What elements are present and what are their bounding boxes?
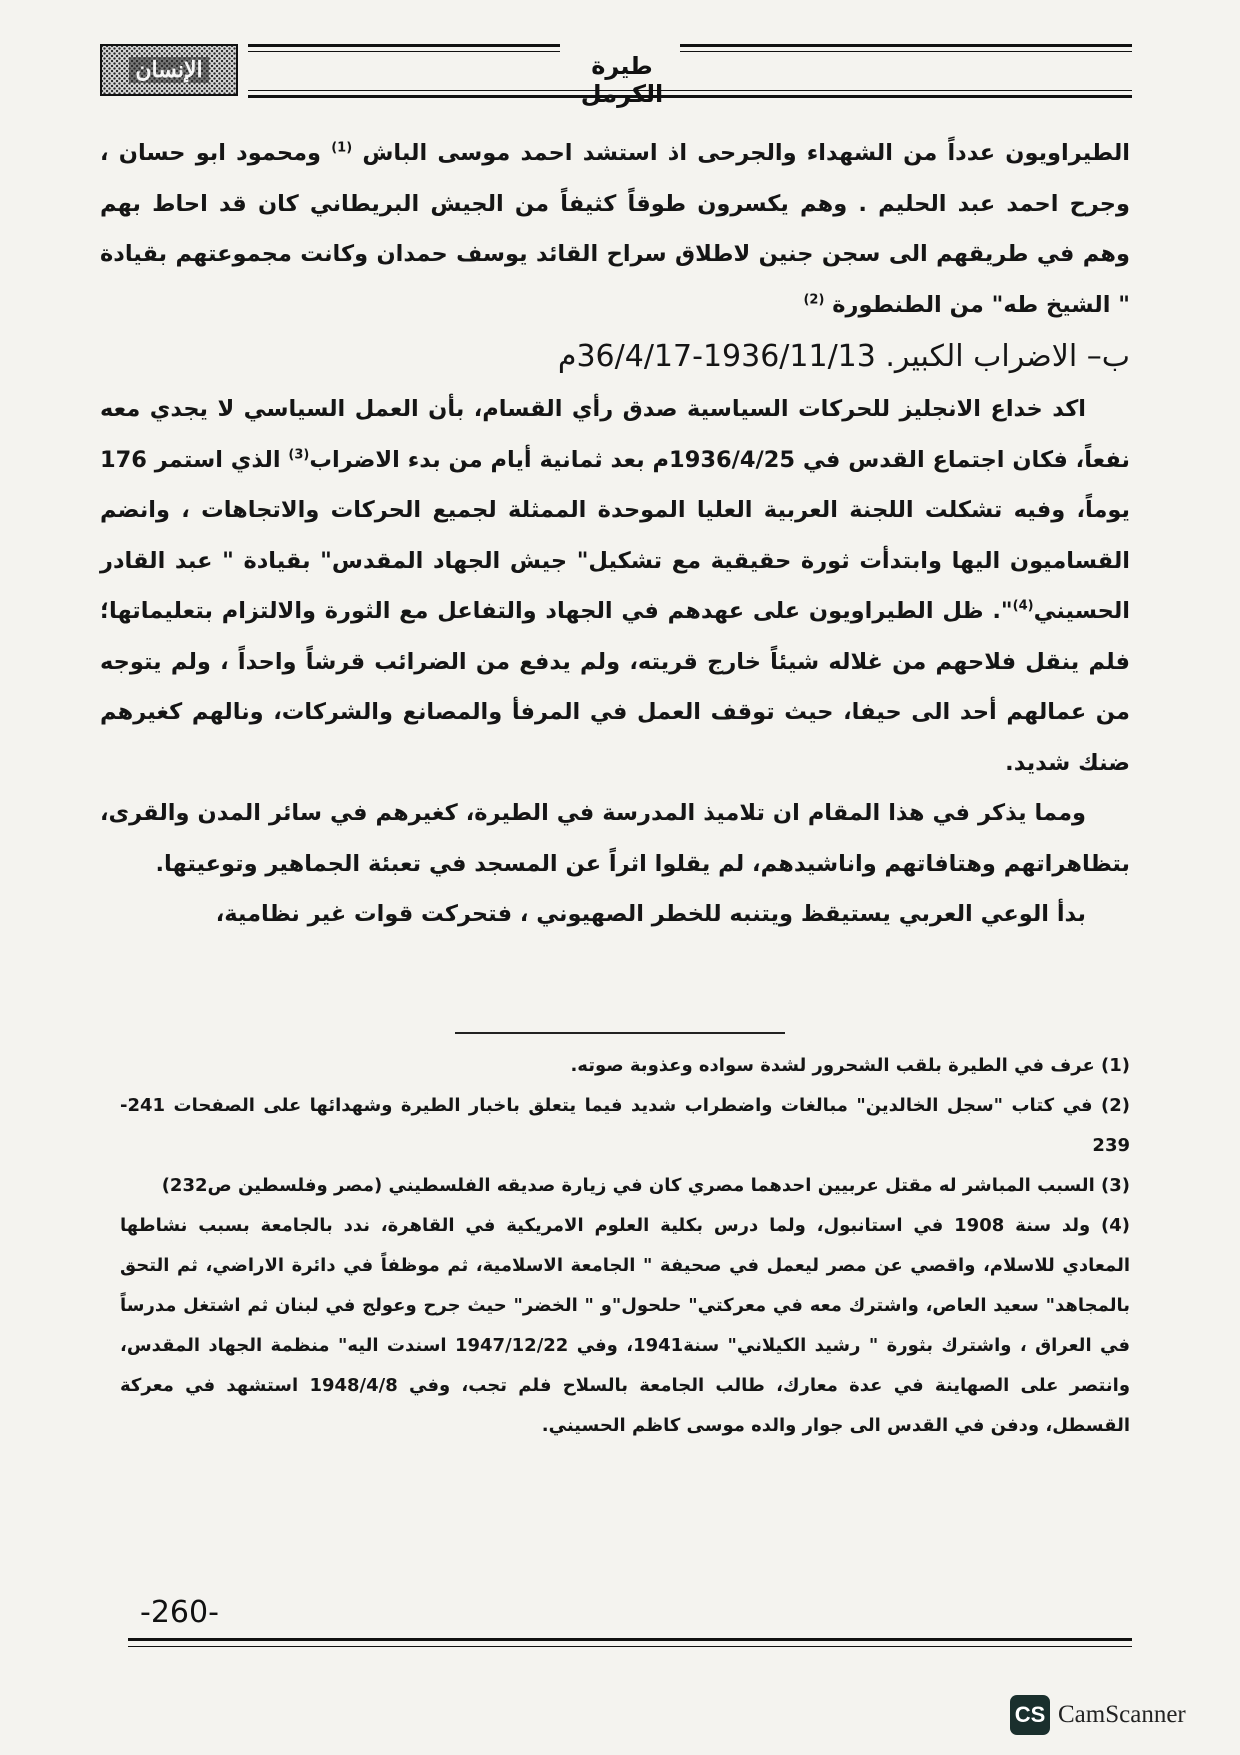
footnotes — [120, 1046, 1130, 1446]
footnote-ref-2: (2) — [803, 292, 825, 307]
running-title: طيرة الكرمل — [580, 52, 664, 108]
footer-rule — [128, 1638, 1132, 1647]
footnote-separator — [455, 1032, 785, 1034]
footnote-4: (4) ولد سنة 1908 في استانبول، ولما درس بكلية العلوم الامريكية في القاهرة، ندد بالجامعة بسبب نشاطها المعادي للاسلام، واقصي عن مصر ليعمل في صحيفة " الجامعة الاسلامية، ثم موظفاً في دائرة الاراضي، ثم التحق بالمجاهد" سعيد العاص، واشترك معه في معركتي" حلحول"و " الخضر" حيث جرح وعولج في لبنان ثم اشتغل مدرساً في العراق ، واشترك بثورة " رشيد الكيلاني" سنة1941، وفي 1947/12/22 اسندت اليه" منظمة الجهاد المقدس، وانتصر على الصهاينة في عدة معارك، طالب الجامعة بالسلاح فلم تجب، وفي 1948/4/8 استشهد في معركة القسطل، ودفن في القدس الى جوار والده موسى كاظم الحسيني. — [120, 1215, 1131, 1436]
paragraph-2-part-b: الذي استمر 176 يوماً، وفيه تشكلت اللجنة العربية العليا الموحدة الممثلة لجميع الحركات والاتجاهات ، وانضم القساميون اليها وابتدأت ثورة حقيقية مع تشكيل" جيش الجهاد المقدس" بقيادة " عبد القادر الحسيني — [100, 446, 1130, 624]
paragraph-1-part-a: الطيراويون عدداً من الشهداء والجرحى اذ استشد احمد موسى الباش — [352, 140, 1130, 166]
footnote-3: (3) السبب المباشر له مقتل عربيين احدهما مصري كان في زيارة صديقه الفلسطيني (مصر وفلسطين ص232) — [161, 1175, 1130, 1196]
page-number: -260- — [140, 1595, 219, 1630]
footnote-ref-4: (4) — [1012, 598, 1034, 614]
footnote-1: (1) عرف في الطيرة بلقب الشحرور لشدة سواده وعذوبة صوته. — [570, 1055, 1130, 1076]
section-badge — [100, 44, 238, 96]
section-heading: ب– الاضراب الكبير. 1936/11/13-36/4/17م — [557, 339, 1130, 374]
paragraph-1 — [100, 128, 1130, 330]
paragraph-1-part-b: ومحمود ابو حسان ، وجرح احمد عبد الحليم . وهم يكسرون طوقاً كثيفاً من الجيش البريطاني كان قد احاط بهم وهم في طريقهم الى سجن جنين لاطلاق سراح القائد يوسف حمدان وكانت مجموعتهم بقيادة " الشيخ طه" من الطنطورة — [100, 140, 1130, 318]
paragraph-4: بدأ الوعي العربي يستيقظ ويتنبه للخطر الصهيوني ، فتحركت قوات غير نظامية، — [215, 901, 1086, 927]
header-rule-top-right — [680, 44, 1132, 52]
footnote-ref-3: (3) — [288, 447, 310, 462]
paragraph-2-part-c: ". ظل الطيراويون على عهدهم في الجهاد والتفاعل مع الثورة والالتزام بتعليماتها؛ فلم ينقل فلاحهم من غلاله شيئاً خارج قريته، ولم يدفع من الضرائب قرشاً واحداً ، ولم يتوجه من عمالهم أحد الى حيفا، حيث توقف العمل في المرفأ والمصانع والشركات، ونالهم كغيرهم ضنك شديد. — [100, 598, 1130, 776]
body-text — [100, 128, 1130, 940]
paragraph-2 — [100, 384, 1130, 788]
header-rules — [248, 44, 1132, 108]
section-badge-label: الإنسان — [129, 57, 208, 83]
paragraph-2-part-a: اكد خداع الانجليز للحركات السياسية صدق رأي القسام، بأن العمل السياسي لا يجدي معه نفعاً، فكان اجتماع القدس في 1936/4/25م بعد ثمانية أيام من بدء الاضراب — [100, 396, 1131, 473]
footnote-2: (2) في كتاب "سجل الخالدين" مبالغات واضطراب شديد فيما يتعلق باخبار الطيرة وشهدائها على الصفحات 241-239 — [120, 1095, 1130, 1156]
camscanner-logo-icon: CS — [1010, 1695, 1050, 1735]
header-rule-top-left — [248, 44, 560, 52]
camscanner-watermark — [1010, 1695, 1186, 1735]
footnote-ref-1: (1) — [331, 140, 353, 156]
camscanner-name: CamScanner — [1058, 1701, 1186, 1728]
header-rule-bottom — [248, 90, 1132, 98]
paragraph-3: ومما يذكر في هذا المقام ان تلاميذ المدرسة في الطيرة، كغيرهم في سائر المدن والقرى، بتظاهراتهم وهتافاتهم واناشيدهم، لم يقلوا اثراً عن المسجد في تعبئة الجماهير وتوعيتها. — [100, 800, 1130, 877]
